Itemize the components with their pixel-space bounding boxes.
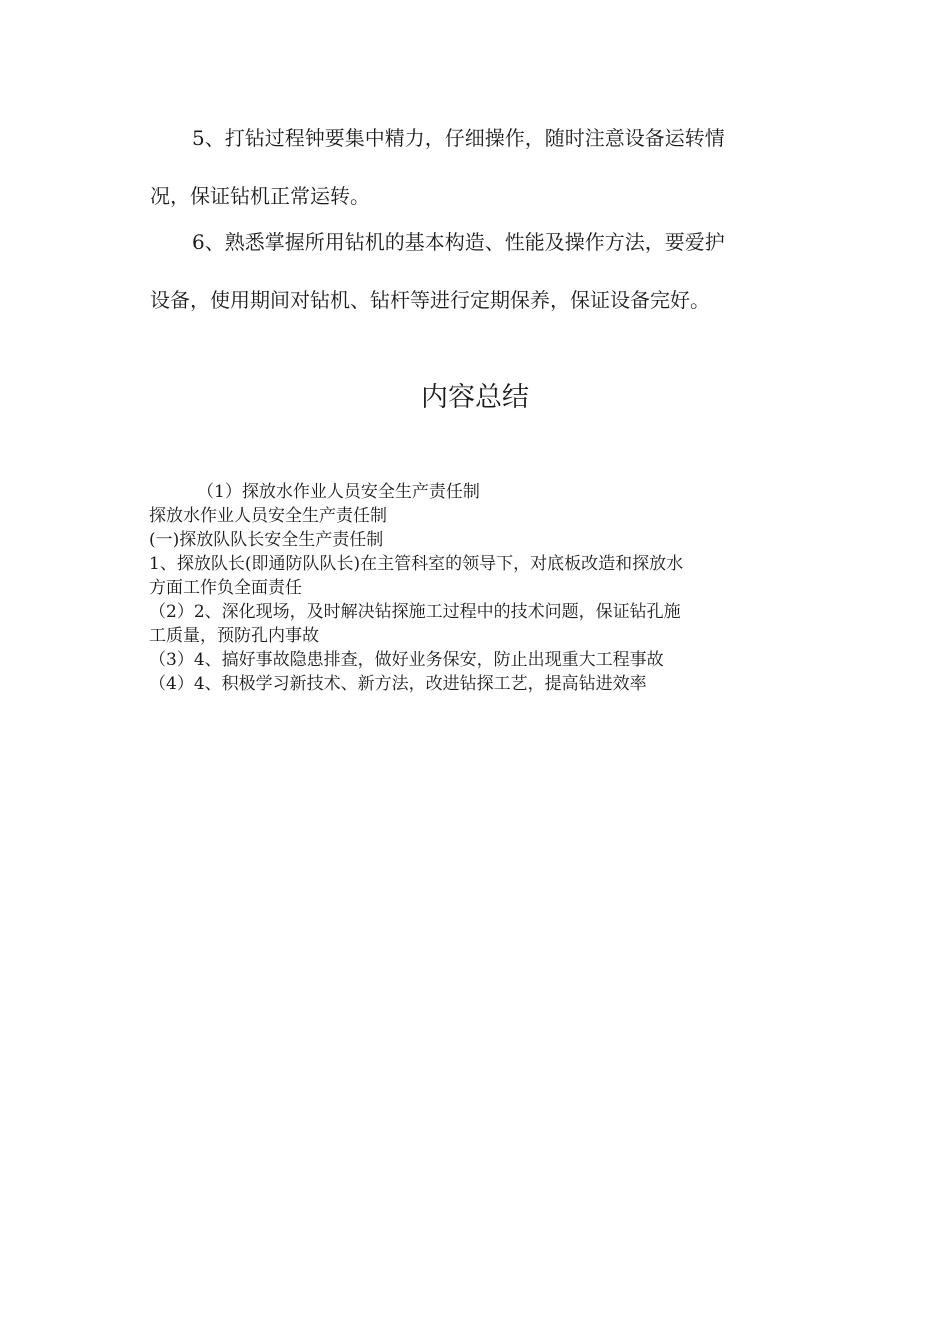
summary-line: 探放水作业人员安全生产责任制 bbox=[149, 506, 387, 526]
paragraph-line: 6、熟悉掌握所用钻机的基本构造、性能及操作方法，要爱护 bbox=[192, 230, 725, 254]
summary-line: (一)探放队队长安全生产责任制 bbox=[149, 530, 384, 550]
summary-line: 工质量，预防孔内事故 bbox=[149, 626, 319, 646]
summary-line: （4）4、积极学习新技术、新方法，改进钻探工艺，提高钻进效率 bbox=[149, 674, 647, 694]
summary-line: （1）探放水作业人员安全生产责任制 bbox=[197, 482, 480, 502]
paragraph-item-5 bbox=[150, 109, 795, 225]
paragraph-line: 况，保证钻机正常运转。 bbox=[150, 184, 370, 208]
summary-line: （2）2、深化现场，及时解决钻探施工过程中的技术问题，保证钻孔施 bbox=[149, 602, 681, 622]
summary-body bbox=[149, 480, 809, 696]
summary-line: 方面工作负全面责任 bbox=[149, 578, 302, 598]
paragraph-line: 设备，使用期间对钻机、钻杆等进行定期保养，保证设备完好。 bbox=[150, 288, 710, 312]
paragraph-line: 5、打钻过程钟要集中精力，仔细操作，随时注意设备运转情 bbox=[192, 126, 725, 150]
summary-line: 1、探放队长(即通防队队长)在主管科室的领导下，对底板改造和探放水 bbox=[149, 554, 684, 574]
summary-line: （3）4、搞好事故隐患排查，做好业务保安，防止出现重大工程事故 bbox=[149, 650, 664, 670]
paragraph-item-6 bbox=[150, 213, 795, 329]
summary-heading: 内容总结 bbox=[421, 382, 529, 413]
